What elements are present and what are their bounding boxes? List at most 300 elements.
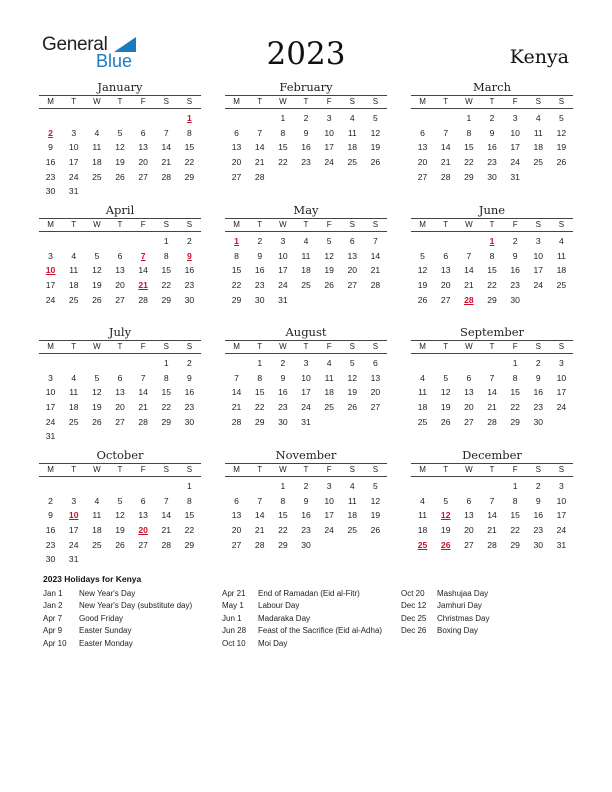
- weekday-label: W: [93, 465, 101, 474]
- weekday-label: M: [419, 342, 426, 351]
- logo-blue-text: Blue: [96, 51, 133, 71]
- holiday-name: Jamhuri Day: [437, 601, 482, 611]
- day-cell: 20: [231, 157, 242, 168]
- weekday-label: W: [279, 97, 287, 106]
- day-cell: 29: [278, 539, 288, 550]
- empty-cell: [39, 479, 62, 494]
- day-cell: 29: [184, 539, 195, 550]
- day-cell: 6: [466, 495, 472, 506]
- day-cell: 10: [324, 127, 334, 138]
- day-cell: 13: [138, 142, 148, 153]
- month-name: August: [285, 325, 327, 339]
- month-january: [39, 80, 201, 199]
- holiday-date: Apr 9: [43, 626, 63, 636]
- day-cell: 1: [280, 481, 286, 491]
- day-cell: 5: [349, 358, 355, 368]
- day-cell: 3: [559, 481, 564, 491]
- holiday-column: [401, 588, 571, 638]
- weekday-label: M: [47, 97, 54, 106]
- weekday-label: M: [233, 465, 240, 474]
- day-cell: 18: [92, 525, 102, 536]
- empty-cell: [39, 356, 62, 371]
- day-cell: 5: [117, 495, 123, 506]
- day-cell: 17: [301, 387, 311, 398]
- day-cell: 15: [231, 265, 242, 276]
- day-cell: 5: [94, 250, 100, 261]
- day-cell: 11: [418, 510, 428, 521]
- month-may: [225, 203, 387, 307]
- day-cell: 14: [254, 510, 265, 521]
- day-cell: 17: [68, 525, 79, 536]
- weekday-header: [225, 463, 387, 477]
- day-cell: 16: [254, 265, 265, 276]
- month-december: [411, 448, 573, 552]
- holiday-date: Dec 26: [401, 626, 427, 636]
- day-cell: 4: [420, 495, 425, 506]
- empty-cell: [155, 479, 178, 494]
- day-cell: 8: [280, 495, 286, 506]
- empty-cell: [225, 356, 248, 371]
- weekday-label: S: [349, 342, 355, 351]
- day-cell: 15: [161, 265, 172, 276]
- day-cell: 4: [326, 358, 332, 368]
- day-cell: 9: [303, 127, 309, 138]
- weekday-label: T: [71, 465, 77, 474]
- day-cell: 3: [48, 250, 53, 261]
- holiday-row: [222, 638, 387, 650]
- month-name: April: [105, 203, 135, 217]
- day-cell: 17: [556, 510, 567, 521]
- day-cell: 14: [370, 250, 381, 261]
- weekday-label: M: [233, 342, 240, 351]
- day-cell: 6: [373, 358, 378, 368]
- empty-cell: [225, 111, 248, 126]
- day-cell: 3: [71, 127, 77, 138]
- weekday-label: S: [558, 465, 565, 474]
- day-cell: 27: [115, 294, 125, 305]
- day-cell: 16: [533, 510, 544, 521]
- empty-cell: [457, 356, 480, 371]
- weekday-label: F: [512, 220, 518, 229]
- weekday-label: T: [117, 220, 123, 229]
- empty-cell: [434, 356, 457, 371]
- day-cell: 15: [254, 387, 265, 398]
- day-cell: 18: [347, 142, 358, 153]
- day-cell: 17: [45, 280, 56, 291]
- day-cell: 28: [254, 539, 265, 550]
- day-cell: 6: [140, 127, 146, 138]
- weekday-label: M: [233, 220, 240, 229]
- day-cell: 7: [443, 127, 449, 138]
- holiday-date: Jan 1: [43, 589, 63, 598]
- day-cell: 10: [68, 142, 79, 153]
- day-cell: 29: [510, 539, 520, 550]
- weekday-label: F: [140, 342, 146, 351]
- day-cell: 6: [140, 495, 146, 506]
- day-cell: 2: [512, 236, 518, 246]
- day-cell: 19: [417, 280, 428, 291]
- holiday-name: Boxing Day: [437, 626, 478, 636]
- day-cell: 27: [138, 539, 148, 550]
- empty-cell: [457, 479, 480, 494]
- holiday-column: [43, 588, 213, 650]
- day-cell: 14: [487, 510, 497, 521]
- weekday-label: M: [233, 97, 240, 106]
- day-cell: 20: [370, 387, 381, 398]
- day-cell: 25: [556, 280, 567, 291]
- day-cell: 7: [257, 127, 263, 138]
- empty-cell: [62, 356, 85, 371]
- holiday-date: Jan 2: [43, 601, 63, 611]
- day-cell: 26: [347, 402, 358, 413]
- holiday-day: 21: [138, 280, 148, 291]
- day-cell: 22: [464, 157, 474, 168]
- day-cell: 29: [161, 294, 172, 305]
- day-cell: 23: [301, 157, 311, 168]
- day-cell: 13: [347, 250, 358, 261]
- holiday-name: Moi Day: [258, 638, 288, 648]
- day-cell: 12: [370, 127, 381, 138]
- weekday-label: S: [558, 220, 565, 229]
- day-cell: 15: [510, 510, 520, 521]
- day-cell: 3: [512, 113, 518, 123]
- holiday-day: 28: [464, 294, 474, 305]
- day-cell: 15: [278, 142, 288, 153]
- day-cell: 16: [487, 142, 497, 153]
- weekday-label: S: [186, 97, 193, 106]
- day-cell: 23: [45, 171, 56, 182]
- weekday-header: [411, 463, 573, 477]
- day-cell: 13: [370, 372, 381, 383]
- empty-cell: [85, 234, 108, 249]
- day-cell: 24: [533, 280, 544, 291]
- day-cell: 2: [257, 236, 263, 246]
- day-cell: 12: [347, 372, 358, 383]
- weekday-label: S: [558, 97, 565, 106]
- day-cell: 21: [370, 265, 381, 276]
- day-cell: 19: [440, 402, 451, 413]
- day-cell: 23: [184, 402, 195, 413]
- day-cell: 28: [487, 539, 497, 550]
- day-cell: 19: [115, 525, 125, 536]
- day-cell: 11: [301, 250, 311, 261]
- weekday-label: T: [71, 342, 77, 351]
- weekday-label: W: [465, 220, 473, 229]
- day-cell: 21: [254, 157, 265, 168]
- day-cell: 22: [254, 402, 265, 413]
- day-cell: 26: [370, 525, 381, 536]
- day-cell: 22: [184, 525, 195, 536]
- day-cell: 22: [487, 280, 497, 291]
- day-cell: 10: [533, 250, 544, 261]
- day-cell: 16: [510, 265, 520, 276]
- day-cell: 17: [324, 142, 334, 153]
- weekday-label: S: [558, 342, 565, 351]
- day-cell: 13: [138, 510, 148, 521]
- weekday-label: S: [349, 97, 355, 106]
- day-cell: 13: [440, 265, 451, 276]
- day-cell: 20: [115, 402, 125, 413]
- weekday-label: S: [186, 220, 193, 229]
- day-cell: 22: [278, 525, 288, 536]
- day-cell: 8: [257, 372, 263, 383]
- day-cell: 16: [45, 157, 56, 168]
- holiday-day: 12: [440, 510, 451, 521]
- holiday-date: Oct 20: [401, 589, 425, 598]
- holiday-date: Apr 10: [43, 638, 67, 648]
- empty-cell: [434, 111, 457, 126]
- day-cell: 25: [417, 416, 428, 427]
- day-cell: 8: [234, 250, 239, 261]
- day-cell: 15: [161, 387, 172, 398]
- day-cell: 4: [94, 127, 100, 138]
- weekday-label: W: [93, 342, 101, 351]
- month-name: January: [97, 80, 143, 94]
- weekday-label: W: [465, 97, 473, 106]
- holiday-name: New Year's Day: [79, 589, 136, 598]
- weekday-label: F: [512, 97, 518, 106]
- day-cell: 20: [440, 280, 451, 291]
- day-cell: 29: [254, 416, 265, 427]
- holiday-row: [43, 588, 213, 600]
- day-cell: 8: [280, 127, 286, 138]
- weekday-label: F: [326, 97, 332, 106]
- day-cell: 20: [115, 280, 125, 291]
- day-cell: 15: [184, 510, 195, 521]
- weekday-header: [225, 340, 387, 354]
- day-cell: 7: [489, 372, 495, 383]
- day-cell: 26: [556, 157, 567, 168]
- day-cell: 6: [234, 127, 239, 138]
- day-cell: 18: [68, 280, 79, 291]
- day-grid: [225, 234, 387, 307]
- day-cell: 27: [370, 402, 381, 413]
- holiday-row: [222, 613, 387, 625]
- day-cell: 4: [559, 236, 564, 246]
- day-cell: 25: [301, 280, 311, 291]
- weekday-label: F: [326, 342, 332, 351]
- day-cell: 12: [417, 265, 428, 276]
- month-august: [225, 325, 387, 429]
- day-cell: 7: [140, 372, 146, 383]
- day-cell: 23: [301, 525, 311, 536]
- day-cell: 30: [533, 416, 544, 427]
- empty-cell: [480, 356, 503, 371]
- weekday-label: T: [489, 220, 495, 229]
- empty-cell: [108, 234, 131, 249]
- calendar-year: 2023: [266, 36, 346, 72]
- day-cell: 8: [187, 495, 192, 506]
- day-cell: 9: [48, 510, 53, 521]
- weekday-header: [411, 218, 573, 232]
- day-cell: 11: [418, 387, 428, 398]
- month-name: December: [462, 448, 522, 462]
- day-cell: 28: [487, 416, 497, 427]
- holiday-day: 7: [140, 250, 146, 261]
- day-cell: 2: [280, 358, 286, 368]
- day-cell: 18: [68, 402, 79, 413]
- day-cell: 16: [533, 387, 544, 398]
- day-cell: 8: [163, 250, 169, 261]
- day-cell: 24: [68, 171, 79, 182]
- day-cell: 21: [138, 402, 148, 413]
- day-cell: 11: [556, 250, 566, 261]
- weekday-header: [225, 218, 387, 232]
- month-september: [411, 325, 573, 429]
- weekday-label: T: [257, 220, 263, 229]
- day-cell: 3: [326, 481, 332, 491]
- day-cell: 23: [254, 280, 265, 291]
- weekday-label: T: [257, 342, 263, 351]
- day-cell: 23: [510, 280, 520, 291]
- day-cell: 5: [420, 250, 425, 261]
- day-cell: 3: [559, 358, 564, 368]
- weekday-label: T: [443, 342, 449, 351]
- day-cell: 15: [184, 142, 195, 153]
- day-cell: 12: [115, 510, 125, 521]
- weekday-label: S: [535, 97, 541, 106]
- day-cell: 20: [417, 157, 428, 168]
- empty-cell: [85, 111, 108, 126]
- day-cell: 8: [466, 127, 472, 138]
- empty-cell: [411, 356, 434, 371]
- month-february: [225, 80, 387, 184]
- day-cell: 11: [347, 495, 357, 506]
- day-cell: 23: [184, 280, 195, 291]
- month-name: June: [478, 203, 506, 217]
- empty-cell: [434, 234, 457, 249]
- day-grid: [225, 356, 387, 429]
- day-cell: 28: [254, 171, 265, 182]
- day-cell: 24: [68, 539, 79, 550]
- empty-cell: [132, 111, 155, 126]
- day-cell: 8: [163, 372, 169, 383]
- month-name: November: [275, 448, 337, 462]
- day-cell: 4: [94, 495, 100, 506]
- day-cell: 31: [278, 294, 288, 305]
- day-cell: 23: [533, 525, 544, 536]
- day-cell: 27: [231, 171, 242, 182]
- day-cell: 27: [138, 171, 148, 182]
- empty-cell: [411, 234, 434, 249]
- day-grid: [225, 111, 387, 184]
- holiday-row: [43, 638, 213, 650]
- day-cell: 2: [535, 358, 541, 368]
- month-march: [411, 80, 573, 184]
- holiday-row: [222, 600, 387, 612]
- day-cell: 18: [92, 157, 102, 168]
- weekday-label: W: [93, 97, 101, 106]
- holiday-date: Apr 21: [222, 589, 246, 598]
- day-cell: 13: [464, 510, 474, 521]
- day-cell: 10: [301, 372, 311, 383]
- day-cell: 30: [254, 294, 265, 305]
- month-name: May: [293, 203, 319, 217]
- holiday-name: Good Friday: [79, 613, 124, 623]
- day-cell: 12: [324, 250, 334, 261]
- holiday-date: Apr 7: [43, 613, 63, 623]
- day-cell: 17: [556, 387, 567, 398]
- empty-cell: [132, 356, 155, 371]
- day-cell: 9: [512, 250, 518, 261]
- weekday-label: W: [279, 465, 287, 474]
- day-cell: 4: [303, 236, 309, 246]
- day-cell: 16: [184, 387, 195, 398]
- day-cell: 16: [184, 265, 195, 276]
- day-cell: 21: [440, 157, 451, 168]
- day-cell: 22: [278, 157, 288, 168]
- weekday-label: S: [535, 220, 541, 229]
- holiday-name: Madaraka Day: [258, 613, 311, 623]
- day-cell: 18: [347, 510, 358, 521]
- day-cell: 20: [231, 525, 242, 536]
- empty-cell: [132, 234, 155, 249]
- day-cell: 16: [278, 387, 288, 398]
- day-cell: 12: [115, 142, 125, 153]
- weekday-label: T: [71, 97, 77, 106]
- day-cell: 18: [533, 142, 544, 153]
- day-cell: 21: [161, 525, 172, 536]
- empty-cell: [39, 234, 62, 249]
- day-cell: 14: [254, 142, 265, 153]
- day-cell: 11: [533, 127, 543, 138]
- holiday-row: [222, 625, 387, 637]
- weekday-label: S: [535, 342, 541, 351]
- day-cell: 25: [92, 171, 102, 182]
- day-cell: 2: [187, 358, 192, 368]
- day-cell: 12: [92, 387, 102, 398]
- day-cell: 9: [257, 250, 263, 261]
- day-cell: 13: [231, 142, 242, 153]
- day-cell: 28: [161, 171, 172, 182]
- day-cell: 9: [187, 372, 192, 383]
- day-cell: 2: [303, 481, 309, 491]
- weekday-label: M: [419, 465, 426, 474]
- day-grid: [39, 111, 201, 199]
- day-cell: 29: [231, 294, 242, 305]
- day-cell: 19: [370, 510, 381, 521]
- day-cell: 21: [161, 157, 172, 168]
- day-cell: 1: [163, 358, 169, 368]
- month-april: [39, 203, 201, 307]
- empty-cell: [411, 111, 434, 126]
- weekday-label: F: [326, 465, 332, 474]
- day-cell: 28: [138, 416, 148, 427]
- day-cell: 2: [489, 113, 495, 123]
- empty-cell: [411, 479, 434, 494]
- day-cell: 9: [535, 372, 541, 383]
- day-cell: 3: [48, 372, 53, 383]
- holiday-day: 26: [440, 539, 451, 550]
- holiday-name: Easter Sunday: [79, 626, 132, 636]
- weekday-label: S: [163, 465, 169, 474]
- day-cell: 14: [161, 142, 172, 153]
- weekday-label: F: [326, 220, 332, 229]
- day-cell: 10: [45, 387, 56, 398]
- day-cell: 23: [533, 402, 544, 413]
- empty-cell: [85, 356, 108, 371]
- holiday-name: Easter Monday: [79, 638, 133, 648]
- day-cell: 26: [417, 294, 428, 305]
- weekday-label: F: [512, 342, 518, 351]
- weekday-label: S: [372, 97, 379, 106]
- weekday-label: T: [117, 97, 123, 106]
- holiday-row: [401, 588, 571, 600]
- weekday-label: S: [535, 465, 541, 474]
- weekday-label: F: [512, 465, 518, 474]
- day-cell: 16: [301, 142, 311, 153]
- day-cell: 24: [45, 416, 56, 427]
